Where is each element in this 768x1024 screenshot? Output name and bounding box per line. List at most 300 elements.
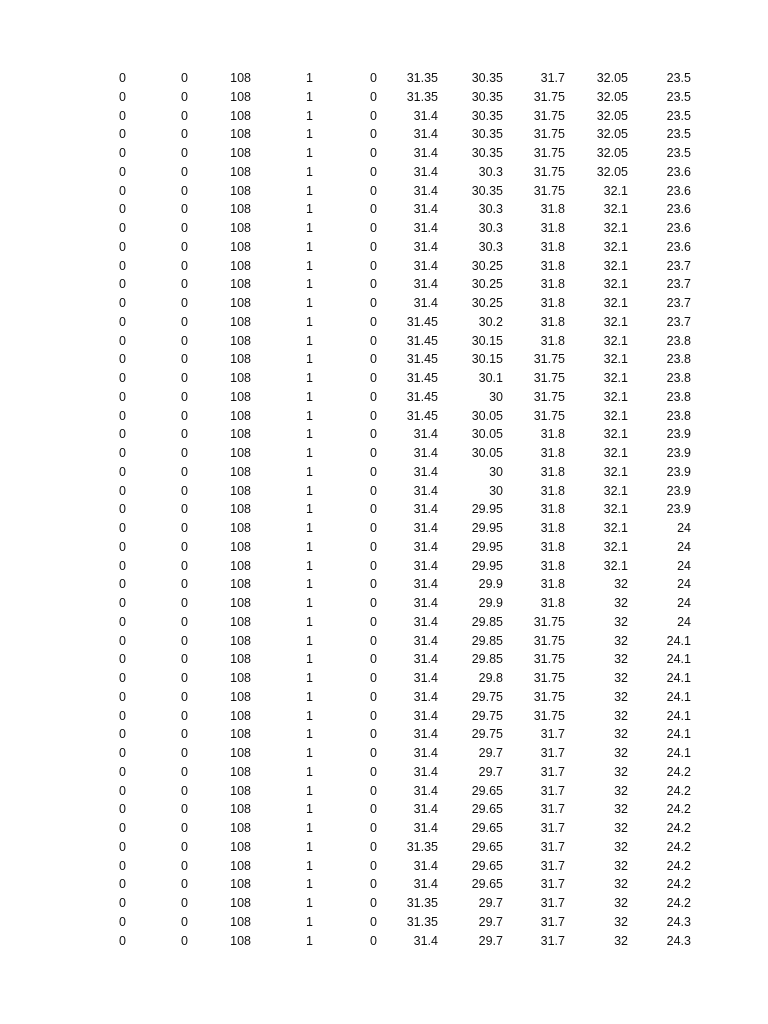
table-cell: 108 <box>230 183 251 198</box>
table-cell: 30 <box>489 389 503 404</box>
table-cell: 0 <box>370 352 377 367</box>
table-cell: 32.1 <box>603 296 628 310</box>
table-cell: 31.7 <box>540 727 565 742</box>
table-cell: 0 <box>370 389 377 404</box>
table-cell: 0 <box>181 746 188 760</box>
table-cell: 0 <box>370 89 377 104</box>
table-cell: 24 <box>677 596 691 610</box>
table-row <box>0 594 768 613</box>
table-cell: 24.2 <box>666 896 691 910</box>
table-row <box>0 388 768 407</box>
table-cell: 0 <box>119 858 126 873</box>
table-cell: 29.85 <box>471 614 503 629</box>
table-cell: 0 <box>119 146 126 160</box>
table-cell: 32.1 <box>603 408 628 423</box>
table-row <box>0 875 768 894</box>
table-cell: 32 <box>614 727 628 742</box>
table-cell: 24.2 <box>666 877 691 892</box>
table-cell: 0 <box>181 577 188 592</box>
table-cell: 32.05 <box>596 146 628 160</box>
table-cell: 30.3 <box>478 221 503 235</box>
table-cell: 31.75 <box>533 183 565 198</box>
table-cell: 0 <box>119 389 126 404</box>
table-row <box>0 707 768 726</box>
table-cell: 31.75 <box>533 146 565 160</box>
table-cell: 31.8 <box>540 296 565 310</box>
table-cell: 31.4 <box>413 164 438 179</box>
table-cell: 31.8 <box>540 596 565 610</box>
table-cell: 32.1 <box>603 521 628 535</box>
table-cell: 0 <box>119 314 126 329</box>
table-cell: 32 <box>614 764 628 779</box>
table-row <box>0 425 768 444</box>
table-cell: 0 <box>119 127 126 142</box>
table-cell: 108 <box>230 746 251 760</box>
table-cell: 1 <box>306 258 313 273</box>
table-cell: 0 <box>181 89 188 104</box>
table-cell: 0 <box>370 239 377 254</box>
table-cell: 0 <box>370 802 377 817</box>
table-cell: 32 <box>614 671 628 685</box>
table-cell: 31.75 <box>533 633 565 648</box>
table-cell: 108 <box>230 296 251 310</box>
table-cell: 23.7 <box>666 296 691 310</box>
table-cell: 0 <box>370 314 377 329</box>
table-cell: 31.35 <box>406 89 438 104</box>
table-cell: 24.1 <box>666 652 691 667</box>
table-cell: 0 <box>181 933 188 948</box>
table-cell: 31.8 <box>540 577 565 592</box>
table-cell: 31.4 <box>413 802 438 817</box>
table-cell: 24.3 <box>666 933 691 948</box>
table-cell: 0 <box>370 277 377 292</box>
table-cell: 0 <box>370 539 377 554</box>
table-cell: 0 <box>181 539 188 554</box>
table-cell: 32.1 <box>603 277 628 292</box>
table-cell: 29.75 <box>471 689 503 704</box>
table-cell: 0 <box>370 783 377 798</box>
table-cell: 30.05 <box>471 408 503 423</box>
table-cell: 0 <box>370 146 377 160</box>
table-cell: 0 <box>181 202 188 217</box>
table-cell: 31.8 <box>540 464 565 479</box>
table-cell: 0 <box>370 577 377 592</box>
table-cell: 23.9 <box>666 446 691 460</box>
table-cell: 24 <box>677 614 691 629</box>
table-cell: 108 <box>230 671 251 685</box>
table-cell: 0 <box>119 727 126 742</box>
table-cell: 31.75 <box>533 652 565 667</box>
table-cell: 0 <box>119 558 126 573</box>
table-cell: 31.4 <box>413 596 438 610</box>
table-cell: 1 <box>306 652 313 667</box>
table-cell: 32.05 <box>596 71 628 85</box>
table-cell: 31.4 <box>413 258 438 273</box>
table-cell: 108 <box>230 71 251 85</box>
table-cell: 108 <box>230 689 251 704</box>
table-cell: 1 <box>306 577 313 592</box>
table-cell: 24.2 <box>666 764 691 779</box>
table-cell: 32 <box>614 821 628 835</box>
table-row <box>0 688 768 707</box>
table-cell: 23.6 <box>666 221 691 235</box>
table-cell: 1 <box>306 239 313 254</box>
table-cell: 32.1 <box>603 389 628 404</box>
table-cell: 0 <box>119 914 126 929</box>
table-cell: 108 <box>230 446 251 460</box>
table-cell: 0 <box>370 746 377 760</box>
table-cell: 24.2 <box>666 802 691 817</box>
table-cell: 0 <box>119 896 126 910</box>
table-cell: 1 <box>306 783 313 798</box>
table-cell: 108 <box>230 614 251 629</box>
table-cell: 32 <box>614 614 628 629</box>
table-cell: 29.95 <box>471 521 503 535</box>
table-cell: 31.7 <box>540 746 565 760</box>
table-cell: 108 <box>230 483 251 498</box>
table-row <box>0 632 768 651</box>
table-cell: 0 <box>370 614 377 629</box>
table-cell: 0 <box>119 596 126 610</box>
table-cell: 23.9 <box>666 464 691 479</box>
table-cell: 108 <box>230 314 251 329</box>
table-cell: 0 <box>181 914 188 929</box>
table-cell: 0 <box>181 258 188 273</box>
table-cell: 31.7 <box>540 877 565 892</box>
table-cell: 0 <box>370 914 377 929</box>
table-cell: 108 <box>230 764 251 779</box>
table-cell: 1 <box>306 558 313 573</box>
table-cell: 32 <box>614 746 628 760</box>
table-cell: 32.1 <box>603 464 628 479</box>
table-cell: 31.4 <box>413 239 438 254</box>
table-cell: 0 <box>181 821 188 835</box>
table-cell: 24.1 <box>666 671 691 685</box>
table-cell: 0 <box>181 389 188 404</box>
table-cell: 30.35 <box>471 146 503 160</box>
table-cell: 0 <box>181 333 188 348</box>
table-cell: 31.35 <box>406 896 438 910</box>
table-row <box>0 557 768 576</box>
table-cell: 0 <box>119 164 126 179</box>
table-cell: 24 <box>677 577 691 592</box>
table-cell: 0 <box>119 277 126 292</box>
table-cell: 0 <box>181 446 188 460</box>
table-cell: 29.95 <box>471 539 503 554</box>
table-cell: 32.05 <box>596 127 628 142</box>
table-cell: 108 <box>230 821 251 835</box>
table-cell: 0 <box>119 258 126 273</box>
table-cell: 0 <box>370 464 377 479</box>
table-cell: 31.4 <box>413 764 438 779</box>
table-cell: 1 <box>306 108 313 123</box>
table-cell: 32.1 <box>603 371 628 385</box>
table-cell: 32.1 <box>603 258 628 273</box>
table-cell: 32.1 <box>603 314 628 329</box>
table-cell: 0 <box>181 352 188 367</box>
table-cell: 29.65 <box>471 821 503 835</box>
table-cell: 30.3 <box>478 164 503 179</box>
table-cell: 108 <box>230 127 251 142</box>
table-cell: 24.2 <box>666 821 691 835</box>
table-cell: 31.75 <box>533 389 565 404</box>
table-cell: 1 <box>306 708 313 723</box>
table-cell: 0 <box>119 427 126 442</box>
table-cell: 31.4 <box>413 652 438 667</box>
table-cell: 0 <box>181 277 188 292</box>
table-cell: 29.75 <box>471 727 503 742</box>
table-cell: 23.5 <box>666 146 691 160</box>
table-cell: 1 <box>306 427 313 442</box>
table-cell: 31.8 <box>540 483 565 498</box>
table-cell: 1 <box>306 821 313 835</box>
table-cell: 1 <box>306 277 313 292</box>
table-cell: 0 <box>370 558 377 573</box>
table-cell: 31.4 <box>413 521 438 535</box>
table-cell: 0 <box>119 671 126 685</box>
table-cell: 1 <box>306 127 313 142</box>
table-cell: 1 <box>306 183 313 198</box>
table-cell: 31.75 <box>533 352 565 367</box>
table-row <box>0 575 768 594</box>
table-cell: 23.8 <box>666 333 691 348</box>
table-cell: 1 <box>306 483 313 498</box>
table-cell: 0 <box>181 896 188 910</box>
table-cell: 108 <box>230 802 251 817</box>
table-cell: 0 <box>119 933 126 948</box>
table-cell: 108 <box>230 408 251 423</box>
table-cell: 1 <box>306 689 313 704</box>
table-cell: 0 <box>370 333 377 348</box>
table-cell: 31.4 <box>413 877 438 892</box>
table-cell: 31.8 <box>540 221 565 235</box>
table-cell: 23.5 <box>666 108 691 123</box>
table-cell: 0 <box>119 446 126 460</box>
table-row <box>0 613 768 632</box>
table-cell: 31.75 <box>533 408 565 423</box>
table-cell: 30.25 <box>471 277 503 292</box>
table-cell: 1 <box>306 521 313 535</box>
table-cell: 108 <box>230 389 251 404</box>
table-row <box>0 725 768 744</box>
table-cell: 32 <box>614 896 628 910</box>
table-cell: 1 <box>306 858 313 873</box>
table-cell: 24.1 <box>666 727 691 742</box>
table-cell: 31.4 <box>413 277 438 292</box>
table-cell: 0 <box>119 877 126 892</box>
table-row <box>0 744 768 763</box>
table-cell: 31.35 <box>406 71 438 85</box>
table-cell: 29.85 <box>471 652 503 667</box>
table-cell: 108 <box>230 896 251 910</box>
table-cell: 32 <box>614 914 628 929</box>
table-cell: 1 <box>306 502 313 517</box>
table-row <box>0 163 768 182</box>
table-cell: 31.4 <box>413 577 438 592</box>
table-row <box>0 407 768 426</box>
table-cell: 0 <box>370 483 377 498</box>
table-row <box>0 88 768 107</box>
table-cell: 32.1 <box>603 446 628 460</box>
table-row <box>0 257 768 276</box>
table-cell: 24.1 <box>666 689 691 704</box>
table-cell: 108 <box>230 89 251 104</box>
table-cell: 1 <box>306 221 313 235</box>
table-cell: 0 <box>181 371 188 385</box>
table-cell: 0 <box>181 221 188 235</box>
table-cell: 1 <box>306 746 313 760</box>
table-cell: 1 <box>306 802 313 817</box>
table-cell: 1 <box>306 839 313 854</box>
table-cell: 108 <box>230 333 251 348</box>
table-cell: 1 <box>306 896 313 910</box>
table-row <box>0 538 768 557</box>
table-cell: 23.6 <box>666 239 691 254</box>
table-cell: 0 <box>370 521 377 535</box>
table-cell: 32.1 <box>603 221 628 235</box>
table-cell: 30.05 <box>471 427 503 442</box>
table-cell: 31.4 <box>413 614 438 629</box>
table-row <box>0 500 768 519</box>
table-cell: 31.4 <box>413 296 438 310</box>
table-cell: 1 <box>306 446 313 460</box>
table-row <box>0 275 768 294</box>
table-cell: 0 <box>370 896 377 910</box>
table-cell: 0 <box>370 258 377 273</box>
table-cell: 0 <box>181 708 188 723</box>
table-cell: 32.1 <box>603 202 628 217</box>
table-cell: 0 <box>181 296 188 310</box>
table-row <box>0 932 768 951</box>
table-cell: 0 <box>181 127 188 142</box>
table-row <box>0 369 768 388</box>
table-cell: 0 <box>119 202 126 217</box>
table-cell: 0 <box>119 108 126 123</box>
table-cell: 23.7 <box>666 258 691 273</box>
table-cell: 31.45 <box>406 371 438 385</box>
table-cell: 0 <box>370 689 377 704</box>
table-cell: 31.4 <box>413 671 438 685</box>
table-cell: 29.95 <box>471 558 503 573</box>
table-cell: 1 <box>306 146 313 160</box>
table-cell: 1 <box>306 202 313 217</box>
table-cell: 1 <box>306 296 313 310</box>
table-cell: 31.4 <box>413 933 438 948</box>
table-cell: 0 <box>370 727 377 742</box>
table-row <box>0 350 768 369</box>
table-cell: 23.9 <box>666 483 691 498</box>
table-cell: 24 <box>677 558 691 573</box>
table-cell: 31.4 <box>413 427 438 442</box>
table-cell: 0 <box>181 408 188 423</box>
table-cell: 32.1 <box>603 502 628 517</box>
table-row <box>0 913 768 932</box>
table-cell: 0 <box>370 652 377 667</box>
table-cell: 23.9 <box>666 502 691 517</box>
table-cell: 30.35 <box>471 71 503 85</box>
table-row <box>0 669 768 688</box>
table-cell: 31.4 <box>413 108 438 123</box>
table-cell: 32.1 <box>603 483 628 498</box>
table-cell: 32.05 <box>596 164 628 179</box>
table-cell: 29.7 <box>478 764 503 779</box>
table-cell: 31.8 <box>540 314 565 329</box>
table-cell: 31.8 <box>540 202 565 217</box>
table-cell: 29.7 <box>478 746 503 760</box>
table-cell: 32 <box>614 933 628 948</box>
table-cell: 31.8 <box>540 258 565 273</box>
table-cell: 31.4 <box>413 483 438 498</box>
table-cell: 31.75 <box>533 614 565 629</box>
table-cell: 31.8 <box>540 277 565 292</box>
table-cell: 0 <box>181 689 188 704</box>
table-cell: 29.75 <box>471 708 503 723</box>
table-row <box>0 107 768 126</box>
table-cell: 23.8 <box>666 408 691 423</box>
table-cell: 0 <box>370 502 377 517</box>
data-table <box>0 69 768 950</box>
table-cell: 1 <box>306 408 313 423</box>
table-cell: 0 <box>119 408 126 423</box>
table-cell: 108 <box>230 577 251 592</box>
table-cell: 32 <box>614 652 628 667</box>
table-cell: 0 <box>119 614 126 629</box>
table-cell: 24.1 <box>666 708 691 723</box>
table-row <box>0 519 768 538</box>
table-cell: 29.7 <box>478 933 503 948</box>
table-cell: 0 <box>181 858 188 873</box>
table-cell: 0 <box>181 146 188 160</box>
table-cell: 0 <box>370 671 377 685</box>
table-row <box>0 819 768 838</box>
table-cell: 30.3 <box>478 239 503 254</box>
table-cell: 0 <box>370 858 377 873</box>
table-cell: 32 <box>614 839 628 854</box>
table-cell: 23.5 <box>666 71 691 85</box>
table-cell: 23.9 <box>666 427 691 442</box>
table-cell: 31.75 <box>533 127 565 142</box>
table-cell: 29.8 <box>478 671 503 685</box>
table-cell: 24.3 <box>666 914 691 929</box>
table-cell: 31.4 <box>413 539 438 554</box>
table-cell: 23.5 <box>666 89 691 104</box>
table-cell: 108 <box>230 521 251 535</box>
table-cell: 32.1 <box>603 427 628 442</box>
table-cell: 1 <box>306 614 313 629</box>
table-cell: 31.7 <box>540 914 565 929</box>
table-cell: 30.1 <box>478 371 503 385</box>
table-cell: 0 <box>119 239 126 254</box>
table-cell: 31.4 <box>413 446 438 460</box>
table-cell: 0 <box>370 877 377 892</box>
table-row <box>0 332 768 351</box>
table-cell: 0 <box>370 71 377 85</box>
table-cell: 0 <box>119 783 126 798</box>
table-cell: 31.75 <box>533 164 565 179</box>
table-cell: 108 <box>230 596 251 610</box>
table-cell: 30.25 <box>471 296 503 310</box>
table-cell: 31.35 <box>406 839 438 854</box>
table-cell: 108 <box>230 258 251 273</box>
table-cell: 32.05 <box>596 108 628 123</box>
table-cell: 24 <box>677 539 691 554</box>
table-cell: 30.05 <box>471 446 503 460</box>
table-cell: 108 <box>230 146 251 160</box>
table-cell: 0 <box>181 839 188 854</box>
table-cell: 0 <box>370 371 377 385</box>
table-cell: 0 <box>370 633 377 648</box>
table-row <box>0 125 768 144</box>
